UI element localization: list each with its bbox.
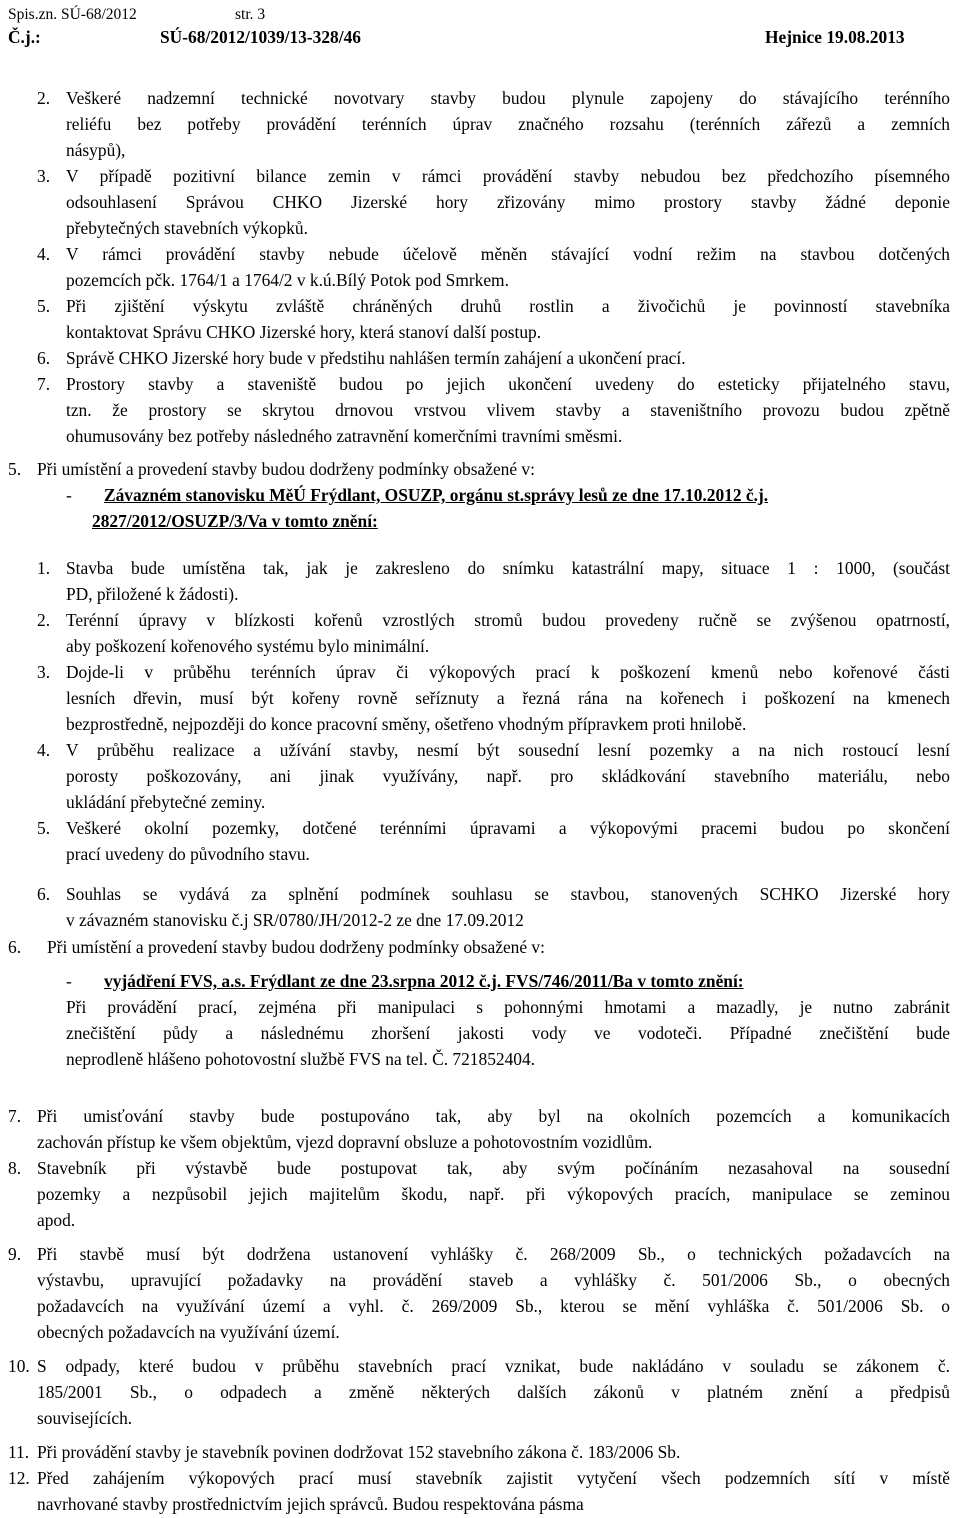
section-5-reference-line-1: Závazném stanovisku MěÚ Frýdlant, OSUZP, orgánu st.správy lesů ze dne 17.10.2012 č.j. xyxy=(104,485,769,505)
section-6-text: Při umístění a provedení stavby budou dodrženy podmínky obsažené v: xyxy=(47,937,545,957)
item-line: Stavba bude umístěna tak, jak je zakresleno do snímku katastrální mapy, situace 1 : 1000, (součást xyxy=(66,558,950,578)
item-number: 3. xyxy=(37,166,51,186)
item-line: V průběhu realizace a užívání stavby, nesmí být sousední lesní pozemky a na nich rostoucí lesní xyxy=(66,740,950,760)
item-line: Při stavbě musí být dodržena ustanovení vyhlášky č. 268/2009 Sb., o technických požadavcích na xyxy=(37,1244,950,1264)
item-number: 5. xyxy=(37,818,51,838)
item-line: odsouhlasení Správou CHKO Jizerské hory zřizovány mimo prostory stavby žádné deponie xyxy=(66,192,950,212)
item-line: požadavcích na využívání území a vyhl. č. 269/2009 Sb., kterou se mění vyhláška č. 501/2006 Sb. o xyxy=(37,1296,950,1316)
item-line: Prostory stavby a staveniště budou po jejich ukončení uvedeny do esteticky přijatelného stavu, xyxy=(66,374,950,394)
item-line: výstavbu, upravující požadavky na provádění staveb a vyhlášky č. 501/2006 Sb., o obecných xyxy=(37,1270,950,1290)
item-number: 7. xyxy=(8,1106,22,1126)
item-line: 185/2001 Sb., o odpadech a změně některých dalších zákonů v platném znění a předpisů xyxy=(37,1382,950,1402)
item-line: Při umisťování stavby bude postupováno tak, aby byl na okolních pozemcích a komunikacích xyxy=(37,1106,950,1126)
item-line: reliéfu bez potřeby provádění terénních úprav značného rozsahu (terénních zářezů a zemních xyxy=(66,114,950,134)
place-date: Hejnice 19.08.2013 xyxy=(765,27,905,47)
section-6-number: 6. xyxy=(8,937,22,957)
section-6-line-2: znečištění půdy a následnému zhoršení jakosti vody ve vodoteči. Případné znečištění bude xyxy=(66,1023,950,1043)
item-number: 9. xyxy=(8,1244,22,1264)
item-line: ohumusovány bez potřeby následného zatravnění komerčními travními směsmi. xyxy=(66,426,623,446)
section-5-text: Při umístění a provedení stavby budou dodrženy podmínky obsažené v: xyxy=(37,459,535,479)
item-line: Souhlas se vydává za splnění podmínek souhlasu se stavbou, stanovených SCHKO Jizerské hory xyxy=(66,884,950,904)
section-5-reference-line-2: 2827/2012/OSUZP/3/Va v tomto znění: xyxy=(92,511,378,531)
item-number: 2. xyxy=(37,610,51,630)
item-line: prací uvedeny do původního stavu. xyxy=(66,844,310,864)
item-number: 11. xyxy=(8,1442,30,1462)
item-line: aby poškození kořenového systému bylo minimální. xyxy=(66,636,430,656)
item-line: kontaktovat Správu CHKO Jizerské hory, která stanoví další postup. xyxy=(66,322,542,342)
item-number: 6. xyxy=(37,348,51,368)
item-number: 10. xyxy=(8,1356,30,1376)
item-line: zachován přístup ke všem objektům, vjezd dopravní obsluze a pohotovostním vozidlům. xyxy=(37,1132,653,1152)
cj-value: SÚ-68/2012/1039/13-328/46 xyxy=(160,27,361,47)
item-line: tzn. že prostory se skrytou drnovou vrstvou vlivem stavby a staveništního provozu budou zpětně xyxy=(66,400,950,420)
item-line: porosty poškozovány, ani jinak využívány, např. pro skládkování stavebního materiálu, nebo xyxy=(66,766,950,786)
item-number: 3. xyxy=(37,662,51,682)
section-5-number: 5. xyxy=(8,459,22,479)
item-line: pozemcích pčk. 1764/1 a 1764/2 v k.ú.Bílý Potok pod Smrkem. xyxy=(66,270,509,290)
item-line: apod. xyxy=(37,1210,76,1230)
item-line: pozemky a nezpůsobil jejich majitelům škodu, např. při výkopových pracích, manipulace se zeminou xyxy=(37,1184,950,1204)
item-line: Při zjištění výskytu zvláště chráněných druhů rostlin a živočichů je povinností stavebníka xyxy=(66,296,950,316)
section-6-line-3: neprodleně hlášeno pohotovostní službě FVS na tel. Č. 721852404. xyxy=(66,1049,536,1069)
item-line: v závazném stanovisku č.j SR/0780/JH/2012-2 ze dne 17.09.2012 xyxy=(66,910,524,930)
item-line: obecných požadavcích na využívání území. xyxy=(37,1322,340,1342)
section-6-reference-line: vyjádření FVS, a.s. Frýdlant ze dne 23.srpna 2012 č.j. FVS/746/2011/Ba v tomto znění: xyxy=(104,971,744,991)
page-number: str. 3 xyxy=(235,6,266,23)
item-number: 12. xyxy=(8,1468,30,1488)
item-line: ukládání přebytečné zeminy. xyxy=(66,792,266,812)
cj-label: Č.j.: xyxy=(8,27,41,47)
item-line: Veškeré nadzemní technické novotvary stavby budou plynule zapojeny do stávajícího terénního xyxy=(66,88,950,108)
item-line: přebytečných stavebních výkopků. xyxy=(66,218,308,238)
item-number: 4. xyxy=(37,740,51,760)
item-number: 4. xyxy=(37,244,51,264)
section-6-line-1: Při provádění prací, zejména při manipulaci s pohonnými hmotami a mazadly, je nutno zabránit xyxy=(66,997,950,1017)
item-number: 1. xyxy=(37,558,51,578)
item-line: PD, přiložené k žádosti). xyxy=(66,584,239,604)
item-line: Dojde-li v průběhu terénních úprav či výkopových prací k poškození kmenů nebo kořenové části xyxy=(66,662,950,682)
file-reference: Spis.zn. SÚ-68/2012 xyxy=(8,6,137,23)
item-number: 5. xyxy=(37,296,51,316)
item-line: násypů), xyxy=(66,140,126,160)
item-line: S odpady, které budou v průběhu stavebních prací vznikat, bude nakládáno v souladu se zákonem č. xyxy=(37,1356,950,1376)
item-line: Před zahájením výkopových prací musí stavebník zajistit vytyčení všech podzemních sítí v místě xyxy=(37,1468,950,1488)
item-number: 7. xyxy=(37,374,51,394)
item-number: 8. xyxy=(8,1158,22,1178)
item-line: Veškeré okolní pozemky, dotčené terénními úpravami a výkopovými pracemi budou po skončení xyxy=(66,818,950,838)
item-line: V případě pozitivní bilance zemin v rámci provádění stavby nebudou bez předchozího písemného xyxy=(66,166,950,186)
item-line: souvisejících. xyxy=(37,1408,133,1428)
item-line: bezprostředně, nejpozději do konce pracovní směny, ošetřeno vhodným přípravkem proti hnilobě. xyxy=(66,714,747,734)
item-line: Stavebník při výstavbě bude postupovat tak, aby svým počínáním nezasahoval na sousední xyxy=(37,1158,950,1178)
item-line: navrhované stavby prostřednictvím jejich správců. Budou respektována pásma xyxy=(37,1494,584,1514)
item-line: lesních dřevin, musí být kořeny rovně seříznuty a řezná rána na kořenech i poškození na kmenech xyxy=(66,688,950,708)
item-number: 6. xyxy=(37,884,51,904)
item-number: 2. xyxy=(37,88,51,108)
section-6-dash: - xyxy=(66,971,72,991)
item-line: V rámci provádění stavby nebude účelově měněn stávající vodní režim na stavbou dotčených xyxy=(66,244,950,264)
section-5-dash: - xyxy=(66,485,72,505)
item-line: Při provádění stavby je stavebník povinen dodržovat 152 stavebního zákona č. 183/2006 Sb. xyxy=(37,1442,681,1462)
item-line: Správě CHKO Jizerské hory bude v předstihu nahlášen termín zahájení a ukončení prací. xyxy=(66,348,686,368)
item-line: Terénní úpravy v blízkosti kořenů vzrostlých stromů budou provedeny ručně se zvýšenou opatrností, xyxy=(66,610,950,630)
